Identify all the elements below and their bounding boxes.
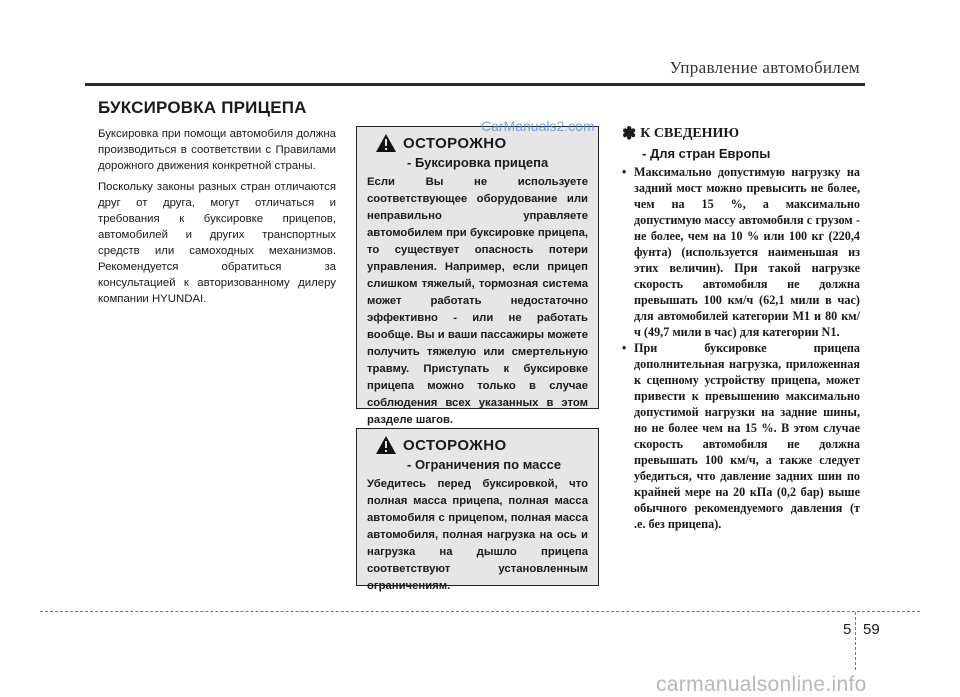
intro-paragraph-1: Буксировка при помощи автомобиля должна производиться в соответствии с Правилами дорожного движения конкретной страны. <box>98 128 336 172</box>
section-number: 5 <box>843 621 852 638</box>
note-item-text: При буксировке прицепа дополнительная нагрузка, приложенная к сцепному устройству прицепа, может привести к превышению максимально допустимой нагрузки на задние шины, но не более чем на 15 %. В этом случае скорость автомобиля не должна превышать 100 км/ч, а также следует убедиться, что давление задних шин по крайней мере на 20 кПа (0,2 бар) выше обычного рекомендуемого давления (т .е. без прицепа). <box>634 341 860 531</box>
header-title: Управление автомобилем <box>669 58 860 77</box>
note-column <box>622 124 860 532</box>
warning-triangle-icon <box>375 133 397 153</box>
note-heading <box>622 124 860 144</box>
footer-divider <box>855 612 856 670</box>
warning-box-weight-limits <box>356 428 599 592</box>
warning-heading <box>367 133 588 153</box>
warning-subtitle: - Буксировка прицепа <box>407 155 549 170</box>
page-number: 59 <box>863 621 880 638</box>
watermark: CarManuals2.com <box>481 118 595 134</box>
bullet-icon: • <box>622 341 627 355</box>
section-title: БУКСИРОВКА ПРИЦЕПА <box>98 98 307 117</box>
warning-body: Убедитесь перед буксировкой, что полная масса прицепа, полная масса автомобиля с прицепом, полная масса автомобиля, полная нагрузка на ось и нагрузка на дышло прицепа соответствуют установленным ограничениям. <box>367 478 588 592</box>
warning-title: ОСТОРОЖНО <box>403 134 507 152</box>
note-title: К СВЕДЕНИЮ <box>640 126 740 141</box>
warning-triangle-icon <box>375 435 397 455</box>
bullet-icon: • <box>622 165 627 179</box>
warning-body: Если Вы не используете соответствующее оборудование или неправильно управляете автомобилем при буксировке прицепа, то существует опасность потери управления. Например, если прицеп слишком тяжелый, тормозная система может работать недостаточно эффективно - или не работать вообще. Вы и ваши пассажиры можете получить тяжелую или смертельную травму. Приступать к буксировке прицепа можно только в случае соблюдения всех указанных в этом разделе шагов. <box>367 176 588 426</box>
note-asterisk-icon: ✽ <box>622 124 637 143</box>
note-list-item <box>622 164 860 340</box>
note-list-item <box>622 340 860 532</box>
intro-paragraph-2: Поскольку законы разных стран отличаются друг от друга, могут отличаться и требования к буксировке прицепов, автомобилей и других транспортных средств или самоходных механизмов. Рекомендуется обратиться за консультацией к авторизованному дилеру компании HYUNDAI. <box>98 181 336 305</box>
warning-box-trailer-towing <box>356 126 599 426</box>
warning-subtitle: - Ограничения по массе <box>407 457 562 472</box>
footer-rule <box>40 611 920 612</box>
warning-heading <box>367 435 588 455</box>
header-rule <box>85 83 865 86</box>
note-subtitle: - Для стран Европы <box>642 146 771 161</box>
warning-title: ОСТОРОЖНО <box>403 436 507 454</box>
intro-column <box>98 126 336 312</box>
site-watermark: carmanualsonline.info <box>656 673 867 696</box>
note-item-text: Максимально допустимую нагрузку на задний мост можно превысить не более, чем на 15 %, а максимально допустимую массу автомобиля с грузом - не более, чем на 10 % или 100 кг (220,4 фунта) (используется наименьшая из этих величин). При такой нагрузке скорость автомобиля не должна превышать 100 км/ч (62,1 мили в час) для автомобилей категории M1 и 80 км/ч (49,7 мили в час) для категории N1. <box>634 165 860 339</box>
